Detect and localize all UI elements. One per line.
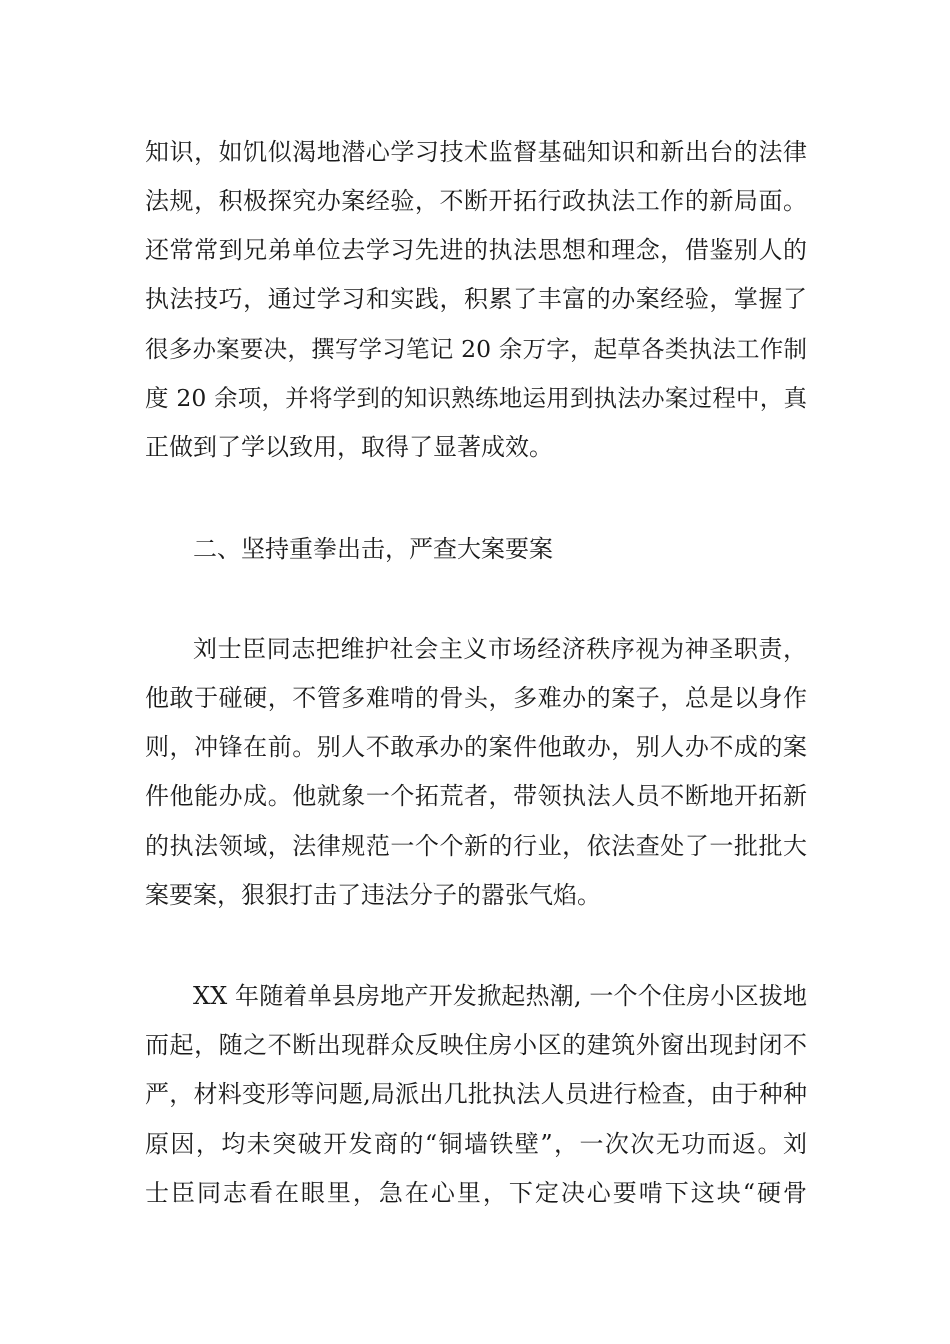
- paragraph-3-line-2: 而起，随之不断出现群众反映住房小区的建筑外窗出现封闭不: [145, 1031, 807, 1059]
- paragraph-2-line-5: 的执法领域，法律规范一个个新的行业，依法查处了一批批大: [145, 832, 807, 860]
- paragraph-1-line-3: 还常常到兄弟单位去学习先进的执法思想和理念，借鉴别人的: [145, 236, 807, 264]
- paragraph-3-line-1: XX 年随着单县房地产开发掀起热潮, 一个个住房小区拔地: [193, 982, 807, 1010]
- paragraph-2-line-2: 他敢于碰硬，不管多难啃的骨头，多难办的案子，总是以身作: [145, 684, 807, 712]
- paragraph-2-line-4: 件他能办成。他就象一个拓荒者，带领执法人员不断地开拓新: [145, 782, 807, 810]
- paragraph-3-line-5: 士臣同志看在眼里，急在心里，下定决心要啃下这块“硬骨: [145, 1179, 807, 1207]
- paragraph-1-line-6: 度 20 余项，并将学到的知识熟练地运用到执法办案过程中，真: [145, 384, 807, 412]
- paragraph-1-line-2: 法规，积极探究办案经验，不断开拓行政执法工作的新局面。: [145, 187, 807, 215]
- paragraph-1-line-7: 正做到了学以致用，取得了显著成效。: [145, 433, 553, 461]
- paragraph-2-line-6: 案要案，狠狠打击了违法分子的嚣张气焰。: [145, 881, 601, 909]
- paragraph-1-line-5: 很多办案要决，撰写学习笔记 20 余万字，起草各类执法工作制: [145, 335, 807, 363]
- paragraph-3-line-3: 严，材料变形等问题,局派出几批执法人员进行检查，由于种种: [145, 1080, 807, 1108]
- paragraph-2-line-1: 刘士臣同志把维护社会主义市场经济秩序视为神圣职责，: [193, 635, 807, 663]
- paragraph-2-line-3: 则，冲锋在前。别人不敢承办的案件他敢办，别人办不成的案: [145, 733, 807, 761]
- section-heading: 二、坚持重拳出击，严查大案要案: [193, 535, 553, 563]
- paragraph-3-line-4: 原因，均未突破开发商的“铜墙铁壁”，一次次无功而返。刘: [145, 1130, 807, 1158]
- paragraph-1-line-4: 执法技巧，通过学习和实践，积累了丰富的办案经验，掌握了: [145, 285, 807, 313]
- paragraph-1-line-1: 知识，如饥似渴地潜心学习技术监督基础知识和新出台的法律: [145, 138, 807, 166]
